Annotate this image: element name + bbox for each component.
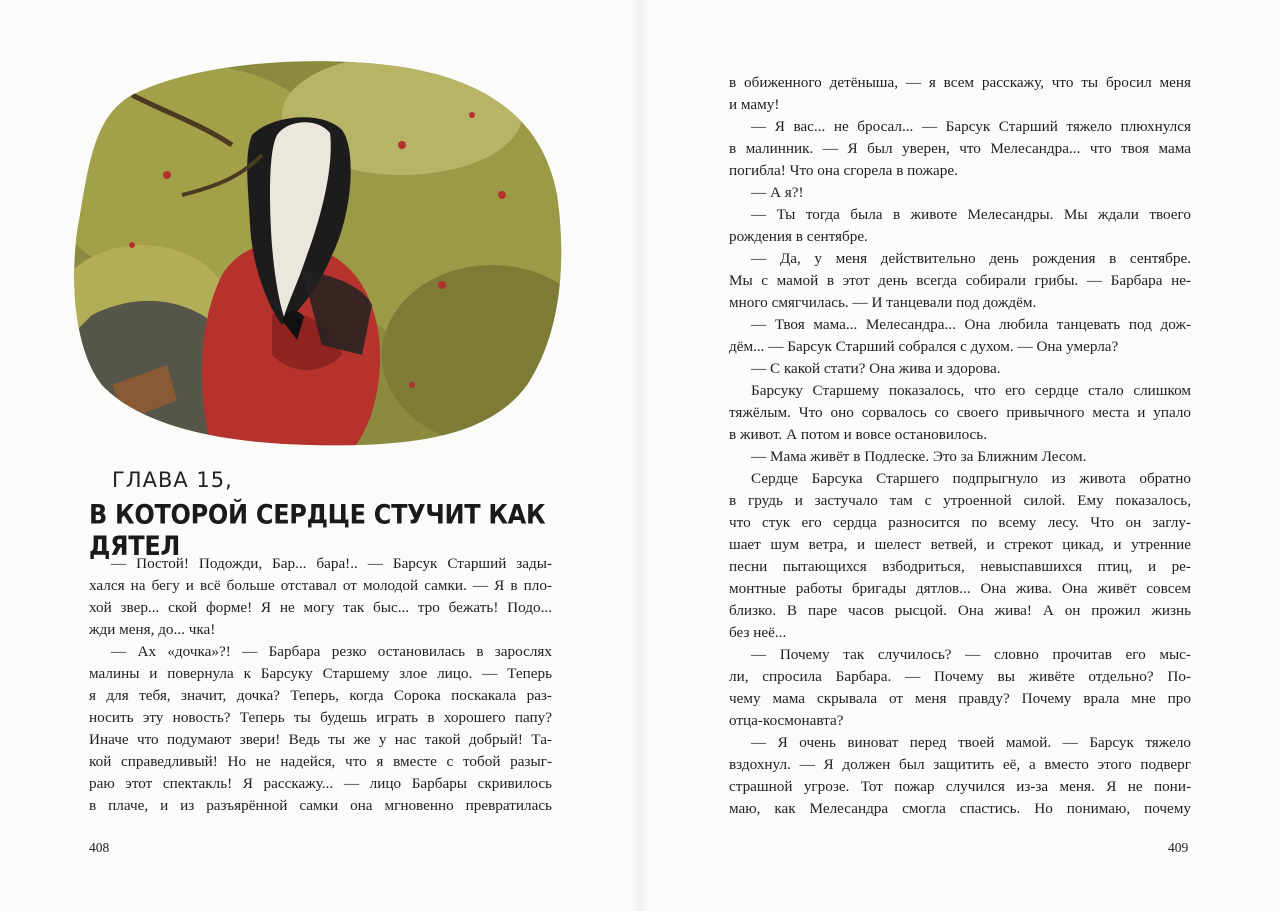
text-line: — Да, у меня действительно день рождения в сентябре. [751, 250, 1191, 267]
text-line: Сердце Барсука Старшего подпрыгнуло из живота обратно [751, 470, 1191, 487]
text-line: погибла! Что она сгорела в пожаре. [729, 162, 958, 179]
text-line: носить эту новость? Теперь ты будешь играть в хорошего папу? [89, 709, 552, 726]
text-line: что стук его сердца разносится по всему лесу. Что он заглу- [729, 514, 1191, 531]
chapter-kicker: ГЛАВА 15, [112, 468, 233, 492]
text-line: я для тебя, значит, дочка? Теперь, когда Сорока поскакала раз- [89, 687, 552, 704]
text-line: — Я очень виноват перед твоей мамой. — Барсук тяжело [751, 734, 1191, 751]
text-line: — А я?! [751, 184, 804, 201]
text-line: — С какой стати? Она жива и здорова. [751, 360, 1001, 377]
text-line: много смягчилась. — И танцевали под дождём. [729, 294, 1037, 311]
text-line: в обиженного детёныша, — я всем расскажу, что ты бросил меня [729, 74, 1191, 91]
text-line: отца-космонавта? [729, 712, 844, 729]
left-page-text [89, 553, 552, 817]
text-line: кой справедливый! Но не надейся, что я вместе с тобой разыг- [89, 753, 552, 770]
chapter-title: В КОТОРОЙ СЕРДЦЕ СТУЧИТ КАК ДЯТЕЛ [89, 499, 546, 562]
text-line: — Постой! Подожди, Бар... бара!.. — Барсук Старший зады- [111, 555, 552, 572]
right-page-text [729, 72, 1191, 820]
text-line: рождения в сентябре. [729, 228, 868, 245]
text-line: хался на бегу и всё больше отставал от молодой самки. — Я в пло- [89, 577, 552, 594]
text-line: чему мама скрывала от меня правду? Почему врала мне про [729, 690, 1191, 707]
page-number-right: 409 [1168, 840, 1189, 855]
text-line: и маму! [729, 96, 780, 113]
text-line: маю, как Мелесандра смогла спастись. Но понимаю, почему [729, 800, 1191, 817]
text-line: Мы с мамой в этот день всегда собирали грибы. — Барбара не- [729, 272, 1191, 289]
text-line: — Мама живёт в Подлеске. Это за Ближним Лесом. [751, 448, 1087, 465]
text-line: без неё... [729, 624, 787, 641]
text-line: в малинник. — Я был уверен, что Мелесандра... что твоя мама [729, 140, 1191, 157]
text-line: песни пытающихся взбодриться, невыспавшихся птиц, и ре- [729, 558, 1191, 575]
text-line: монтные работы бригады дятлов... Она жива. Она живёт совсем [729, 580, 1191, 597]
text-line: в грудь и застучало там с утроенной силой. Ему показалось, [729, 492, 1191, 509]
text-line: страшной угрозе. Тот пожар случился из-за меня. Я не пони- [729, 778, 1191, 795]
text-line: в плаче, и из разъярённой самки она мгновенно превратилась [89, 797, 552, 814]
text-line: раю этот спектакль! Я расскажу... — лицо Барбары скривилось [89, 775, 552, 792]
text-line: дём... — Барсук Старший собрался с духом. — Она умерла? [729, 338, 1119, 355]
text-line: тяжёлым. Что оно сорвалось со своего привычного места и упало [729, 404, 1191, 421]
text-line: — Ах «дочка»?! — Барбара резко остановилась в зарослях [111, 643, 552, 660]
text-line: малины и повернула к Барсуку Старшему злое лицо. — Теперь [89, 665, 552, 682]
text-line: вздохнул. — Я должен был защитить её, а вместо этого подверг [729, 756, 1191, 773]
right-page [640, 0, 1280, 911]
text-line: — Я вас... не бросал... — Барсук Старший тяжело плюхнулся [751, 118, 1191, 135]
badger-illustration [72, 55, 564, 450]
text-line: Барсуку Старшему показалось, что его сердце стало слишком [751, 382, 1191, 399]
text-line: близко. В паре часов рысцой. Она жива! А он прожил жизнь [729, 602, 1191, 619]
page-number-left: 408 [89, 840, 110, 855]
text-line: — Твоя мама... Мелесандра... Она любила танцевать под дож- [751, 316, 1191, 333]
text-line: шает шум ветра, и шелест ветвей, и стрекот цикад, и утренние [729, 536, 1191, 553]
text-line: — Почему так случилось? — словно прочитав его мыс- [751, 646, 1191, 663]
text-line: хой звер... ской форме! Я не могу так быс... тро бежать! Подо... [89, 599, 552, 616]
text-line: жди меня, до... чка! [89, 621, 216, 638]
text-line: в живот. А потом и вовсе остановилось. [729, 426, 988, 443]
text-line: ли, спросила Барбара. — Почему вы живёте отдельно? По- [729, 668, 1191, 685]
text-line: — Ты тогда была в животе Мелесандры. Мы ждали твоего [751, 206, 1191, 223]
text-line: Иначе что подумают звери! Ведь ты же у нас такой добрый! Та- [89, 731, 552, 748]
